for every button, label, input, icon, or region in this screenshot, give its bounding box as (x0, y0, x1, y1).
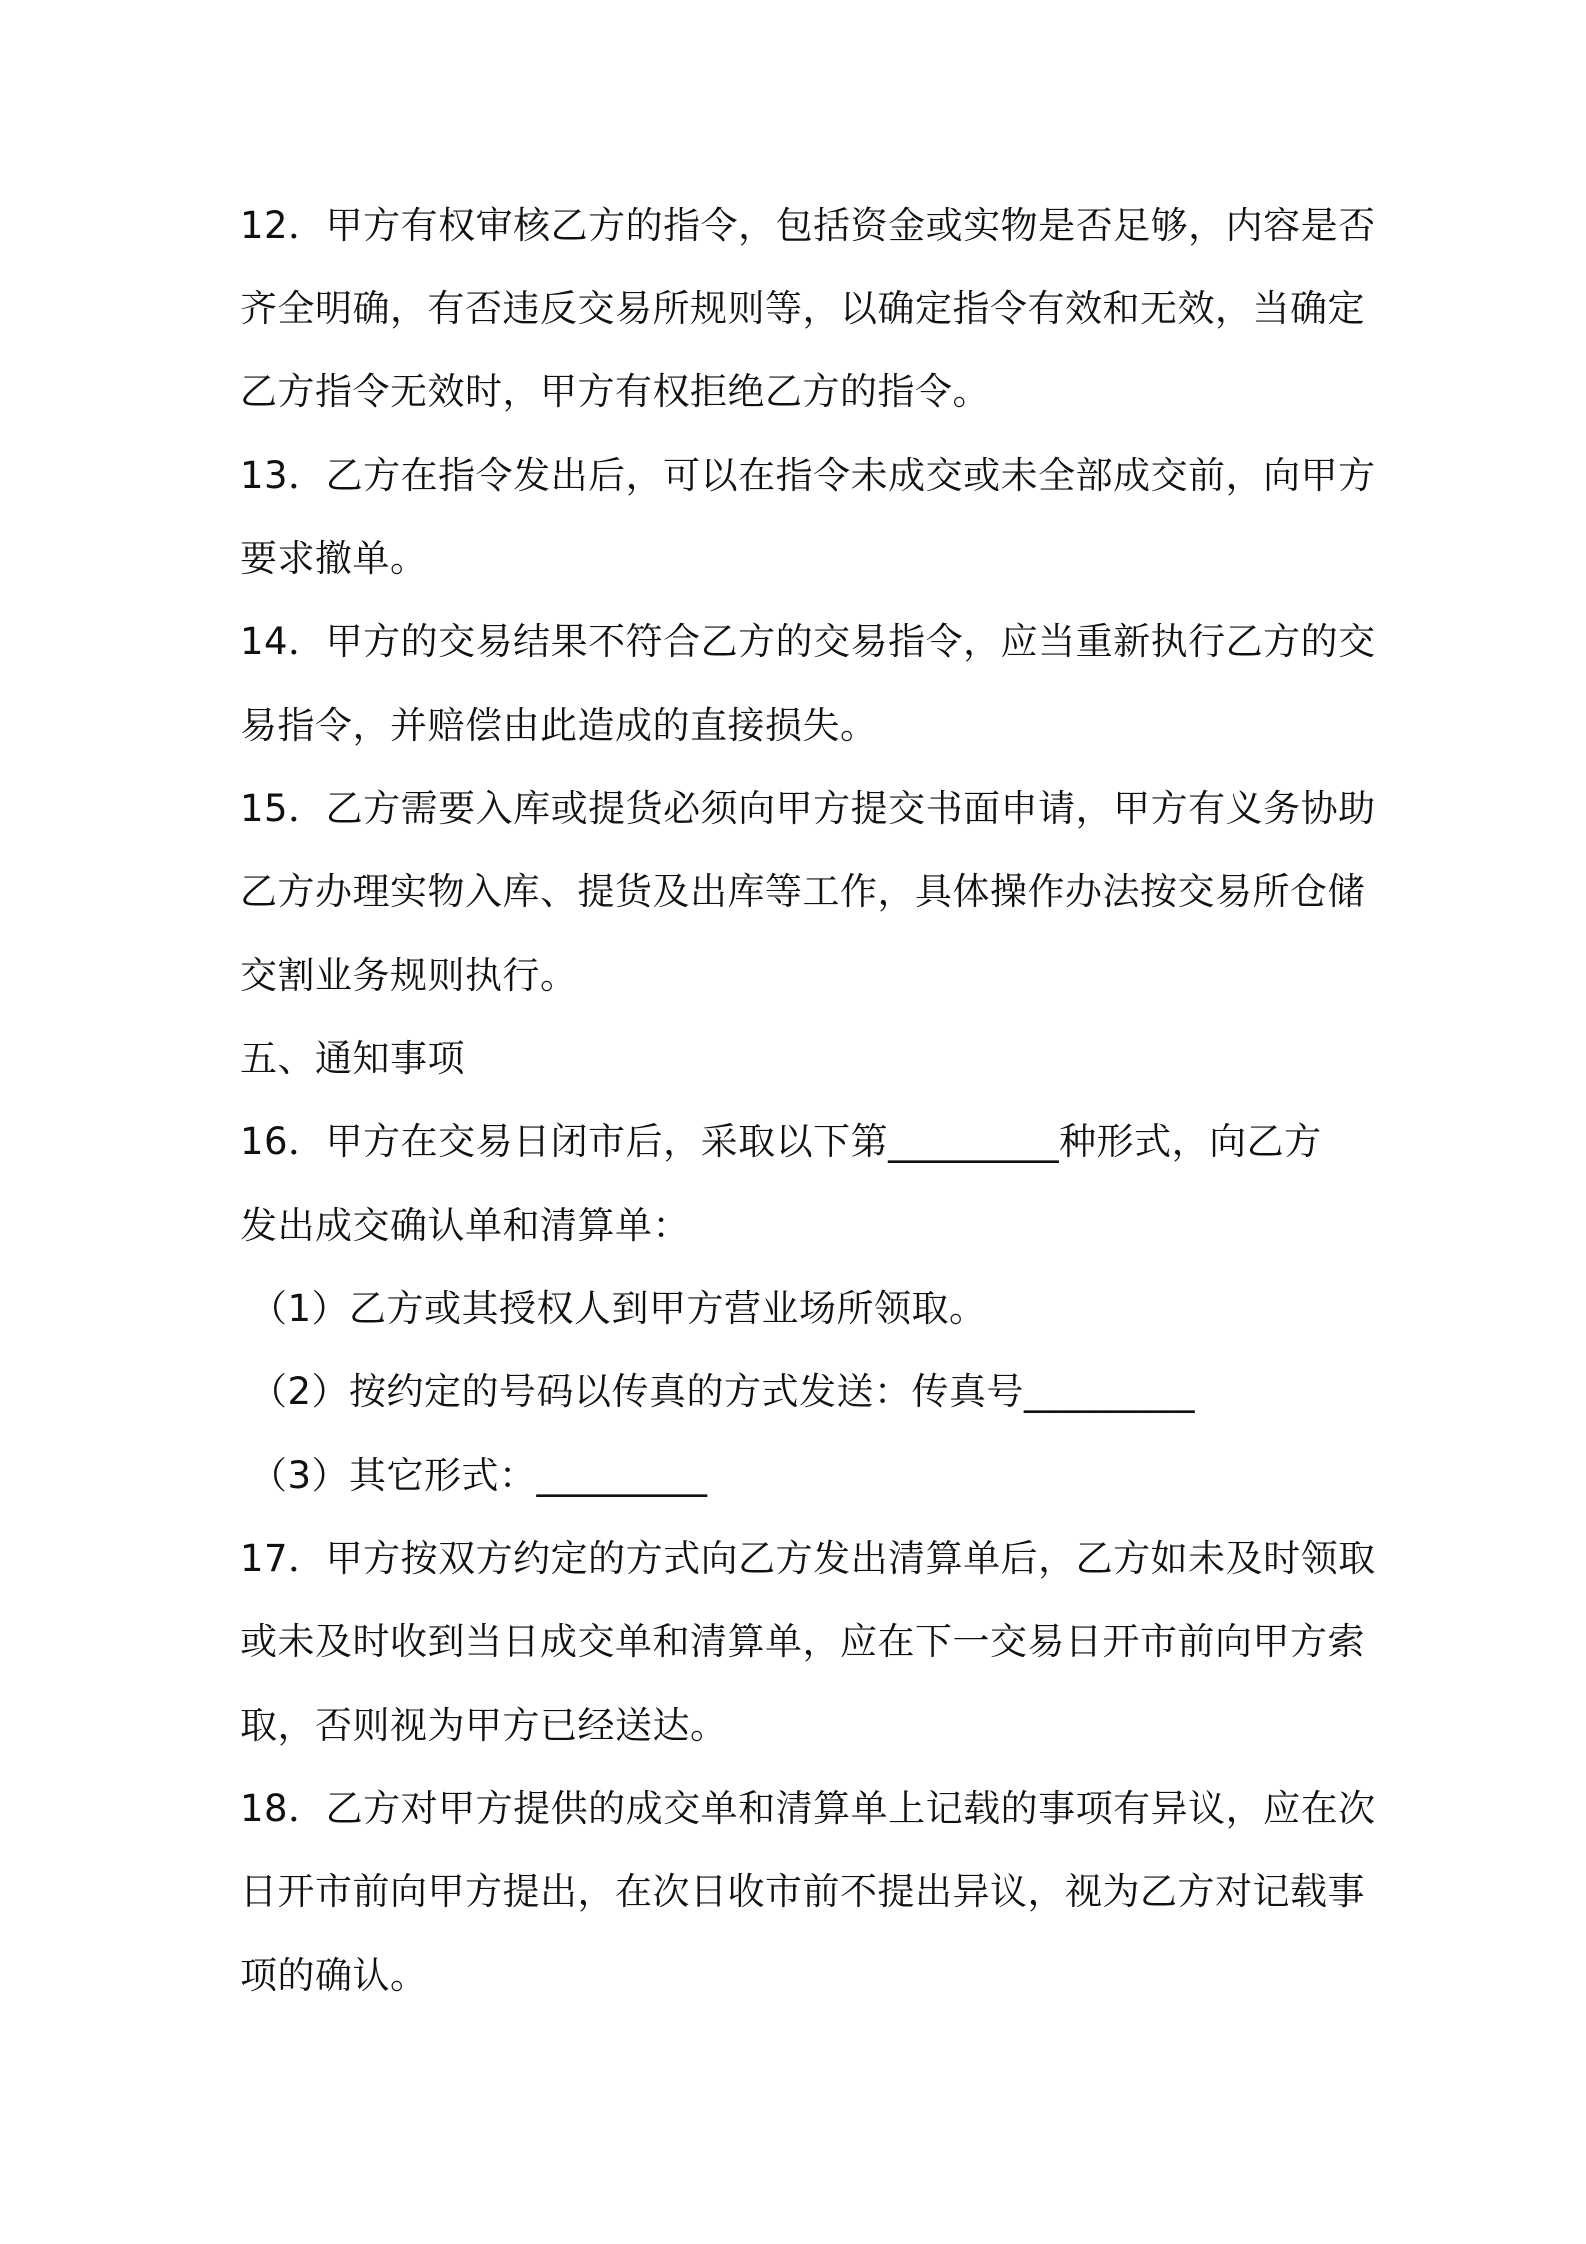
clause-15-line-1: 15．乙方需要入库或提货必须向甲方提交书面申请，甲方有义务协助 (240, 787, 1376, 830)
clause-18-line-1: 18．乙方对甲方提供的成交单和清算单上记载的事项有异议，应在次 (240, 1787, 1376, 1830)
clause-18-line-3: 项的确认。 (240, 1954, 428, 1997)
clause-12-line-2: 齐全明确，有否违反交易所规则等，以确定指令有效和无效，当确定 (240, 287, 1365, 330)
clause-13-line-1: 13．乙方在指令发出后，可以在指令未成交或未全部成交前，向甲方 (240, 454, 1376, 497)
clause-14-line-2: 易指令，并赔偿由此造成的直接损失。 (240, 704, 878, 747)
clause-12-line-3: 乙方指令无效时，甲方有权拒绝乙方的指令。 (240, 370, 990, 413)
clause-14-line-1: 14．甲方的交易结果不符合乙方的交易指令，应当重新执行乙方的交 (240, 620, 1376, 663)
clause-16-line-1: 16．甲方在交易日闭市后，采取以下第_________种形式，向乙方 (240, 1120, 1322, 1163)
clause-15-line-3: 交割业务规则执行。 (240, 954, 578, 997)
clause-15-line-2: 乙方办理实物入库、提货及出库等工作，具体操作办法按交易所仓储 (240, 870, 1365, 913)
clause-16-option-1: （1）乙方或其授权人到甲方营业场所领取。 (250, 1287, 987, 1330)
clause-17-line-3: 取，否则视为甲方已经送达。 (240, 1704, 728, 1747)
section-heading-notice: 五、通知事项 (240, 1037, 465, 1080)
clause-18-line-2: 日开市前向甲方提出，在次日收市前不提出异议，视为乙方对记载事 (240, 1870, 1365, 1913)
clause-13-line-2: 要求撤单。 (240, 537, 428, 580)
clause-17-line-1: 17．甲方按双方约定的方式向乙方发出清算单后，乙方如未及时领取 (240, 1537, 1376, 1580)
clause-16-option-2: （2）按约定的号码以传真的方式发送：传真号_________ (250, 1370, 1196, 1413)
clause-16-line-2: 发出成交确认单和清算单： (240, 1204, 690, 1247)
clause-17-line-2: 或未及时收到当日成交单和清算单，应在下一交易日开市前向甲方索 (240, 1620, 1365, 1663)
clause-12-line-1: 12．甲方有权审核乙方的指令，包括资金或实物是否足够，内容是否 (240, 204, 1376, 247)
clause-16-option-3: （3）其它形式：_________ (250, 1454, 708, 1497)
